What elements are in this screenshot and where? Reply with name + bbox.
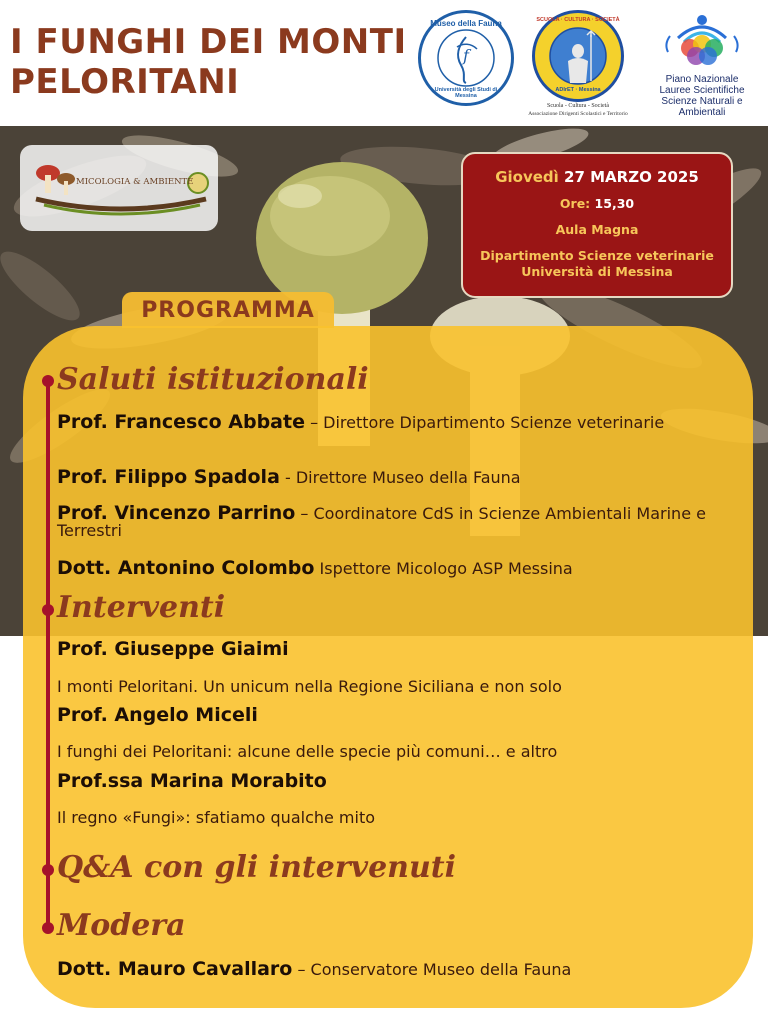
pls-line-1: Piano Nazionale: [665, 74, 739, 85]
museo-logo-name: Museo della Fauna: [430, 19, 502, 28]
museo-logo-subtitle: Università degli Studi di Messina: [434, 87, 498, 99]
pls-line-2: Lauree Scientifiche: [659, 85, 745, 96]
timeline-dot: [42, 604, 54, 616]
scuola-logo-caption-2: Associazione Dirigenti Scolastici e Territorio: [528, 111, 628, 117]
event-department-1: Dipartimento Scienze veterinarie: [480, 248, 714, 263]
event-room: Aula Magna: [555, 222, 639, 237]
speaker-entry: [57, 502, 747, 540]
talk-speaker: [57, 704, 747, 726]
page-title: [10, 22, 420, 102]
speaker-entry: [57, 411, 747, 433]
timeline-dot: [42, 922, 54, 934]
talk-title: I funghi dei Peloritani: alcune delle specie più comuni… e altro: [57, 742, 558, 761]
speaker-role: – Coordinatore CdS in Scienze Ambientali Marine e Terrestri: [57, 504, 706, 540]
scuola-logo-caption-1: Scuola - Cultura - Società: [547, 103, 609, 109]
talk-speaker-name: Prof. Giuseppe Giaimi: [57, 638, 289, 660]
event-time-label: Ore:: [559, 196, 591, 211]
section-title-talks: Interventi: [57, 590, 226, 625]
speaker-role: Ispettore Micologo ASP Messina: [319, 559, 573, 578]
title-line-1: I FUNGHI DEI MONTI: [10, 22, 407, 62]
talk-title: Il regno «Fungi»: sfatiamo qualche mito: [57, 808, 376, 827]
talk-speaker-name: Prof. Angelo Miceli: [57, 704, 258, 726]
micologia-logo-amp: &: [133, 177, 141, 187]
event-date: 27 MARZO 2025: [564, 168, 699, 186]
header: [0, 0, 768, 126]
event-department-2: Università di Messina: [521, 264, 673, 279]
talk-speaker-name: Prof.ssa Marina Morabito: [57, 770, 327, 792]
pls-logo: [640, 8, 764, 116]
talk-speaker: [57, 638, 747, 660]
timeline-dot: [42, 375, 54, 387]
speaker-entry: [57, 466, 747, 488]
speaker-name: Dott. Antonino Colombo: [57, 557, 315, 579]
section-title-qa: Q&A con gli intervenuti: [57, 850, 457, 885]
event-day: Giovedì: [495, 168, 559, 186]
pls-line-3: Scienze Naturali e Ambientali: [661, 96, 743, 118]
programme-heading: PROGRAMMA: [141, 298, 315, 323]
scuola-cultura-societa-logo: [532, 10, 624, 102]
title-line-2: PELORITANI: [10, 62, 240, 102]
speaker-name: Prof. Vincenzo Parrino: [57, 502, 296, 524]
micologia-logo-text: [76, 177, 193, 187]
event-date-line: [463, 168, 731, 186]
speaker-role: – Direttore Dipartimento Scienze veterinarie: [310, 413, 665, 432]
micologia-ambiente-logo: [20, 145, 218, 231]
event-time: 15,30: [594, 196, 635, 211]
micologia-logo-right: AMBIENTE: [143, 177, 194, 187]
moderator-name: Dott. Mauro Cavallaro: [57, 958, 293, 980]
timeline-line: [46, 380, 50, 932]
svg-text:f: f: [463, 46, 469, 65]
speaker-name: Prof. Francesco Abbate: [57, 411, 305, 433]
speaker-role: - Direttore Museo della Fauna: [284, 468, 521, 487]
scuola-logo-top: SCUOLA · CULTURA · SOCIETÀ: [536, 17, 620, 23]
event-time-line: [463, 196, 731, 212]
talk-speaker: [57, 770, 747, 792]
section-title-moderator: Modera: [57, 908, 186, 943]
moderator-entry: [57, 958, 747, 980]
museo-della-fauna-logo: [418, 10, 514, 106]
micologia-logo-left: MICOLOGIA: [76, 177, 131, 187]
moderator-role: – Conservatore Museo della Fauna: [297, 960, 572, 979]
speaker-entry: [57, 557, 747, 579]
talk-title: I monti Peloritani. Un unicum nella Regione Siciliana e non solo: [57, 677, 562, 696]
section-title-greetings: Saluti istituzionali: [57, 362, 369, 397]
event-info-box: [461, 152, 733, 298]
timeline-dot: [42, 864, 54, 876]
scuola-logo-bottom: ADIrET · Messina: [555, 87, 601, 93]
speaker-name: Prof. Filippo Spadola: [57, 466, 280, 488]
